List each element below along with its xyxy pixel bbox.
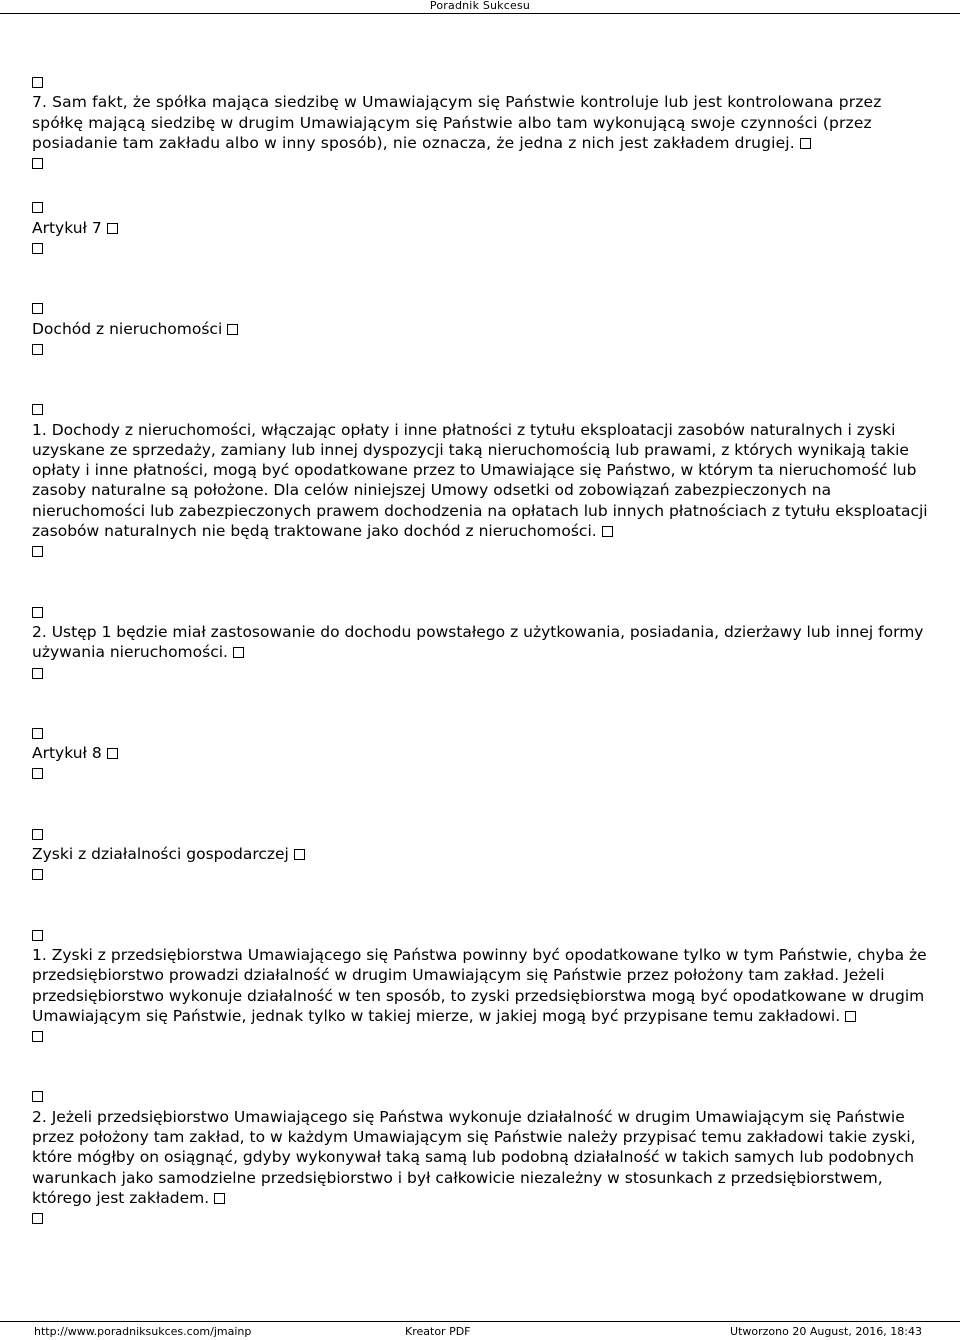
paragraph-text: 7. Sam fakt, że spółka mająca siedzibę w Umawiającym się Państwie kontroluje lub jest kontrolowana przez spółkę mającą siedzibę w drugim Umawiającym się Państwie albo tam wykonującą swoje czynności (przez posiadanie tam zakładu albo w inny sposób), nie oznacza, że jedna z nich jest zakładem drugiej. (32, 93, 882, 152)
paragraph-text: 1. Zyski z przedsiębiorstwa Umawiającego się Państwa powinny być opodatkowane tylko w tym Państwie, chyba że przedsiębiorstwo prowadzi działalność w drugim Umawiającym się Państwie przez położony tam zakład. Jeżeli przedsiębiorstwo wykonuje działalność w ten sposób, to zyski przedsiębiorstwa mogą być opodatkowane w drugim Umawiającym się Państwie, jednak tylko w takiej mierze, w jakiej mogą być przypisane temu zakładowi. (32, 945, 927, 1025)
article-7-paragraph-1 (32, 399, 932, 561)
article-7-heading (32, 197, 932, 258)
missing-glyph-icon (800, 138, 811, 149)
paragraph-text: 2. Ustęp 1 będzie miał zastosowanie do dochodu powstałego z użytkowania, posiadania, dzierżawy lub innej formy używania nieruchomości. (32, 622, 924, 662)
missing-glyph-icon (32, 303, 43, 314)
missing-glyph-icon (845, 1011, 856, 1022)
missing-glyph-icon (32, 404, 43, 415)
missing-glyph-icon (32, 1031, 43, 1042)
missing-glyph-icon (32, 829, 43, 840)
article-8-paragraph-2 (32, 1086, 932, 1228)
missing-glyph-icon (32, 202, 43, 213)
missing-glyph-icon (294, 849, 305, 860)
missing-glyph-icon (32, 728, 43, 739)
footer-url: http://www.poradniksukces.com/jmainp (34, 1325, 252, 1338)
article-heading-text: Artykuł 8 (32, 744, 102, 763)
missing-glyph-icon (107, 748, 118, 759)
paragraph-7 (32, 72, 932, 173)
missing-glyph-icon (32, 77, 43, 88)
article-title-text: Dochód z nieruchomości (32, 319, 223, 338)
article-7-paragraph-2 (32, 602, 932, 683)
missing-glyph-icon (32, 344, 43, 355)
page-footer (0, 1321, 960, 1338)
missing-glyph-icon (32, 930, 43, 941)
missing-glyph-icon (107, 223, 118, 234)
article-heading-text: Artykuł 7 (32, 218, 102, 237)
missing-glyph-icon (602, 526, 613, 537)
paragraph-text: 1. Dochody z nieruchomości, włączając opłaty i inne płatności z tytułu eksploatacji zasobów naturalnych i zyski uzyskane ze sprzedaży, zamiany lub innej dyspozycji taką nieruchomością lub prawami, z których wynikają takie opłaty i inne płatności, mogą być opodatkowane przez to Umawiające się Państwo, w którym ta nieruchomość lub zasoby naturalne są położone. Dla celów niniejszej Umowy odsetki od zobowiązań zabezpieczonych na nieruchomości lub zabezpieczonych prawem dochodzenia na opłatach lub innych płatnościach z tytułu eksploatacji zasobów naturalnych nie będą traktowane jako dochód z nieruchomości. (32, 420, 928, 541)
missing-glyph-icon (227, 324, 238, 335)
article-8-title (32, 824, 932, 885)
missing-glyph-icon (32, 607, 43, 618)
header-title: Poradnik Sukcesu (429, 0, 531, 12)
footer-created-date: Utworzono 20 August, 2016, 18:43 (730, 1325, 922, 1338)
missing-glyph-icon (214, 1193, 225, 1204)
missing-glyph-icon (32, 668, 43, 679)
missing-glyph-icon (32, 1213, 43, 1224)
article-7-title (32, 298, 932, 359)
missing-glyph-icon (32, 546, 43, 557)
paragraph-text: 2. Jeżeli przedsiębiorstwo Umawiającego się Państwa wykonuje działalność w drugim Umawiającym się Państwie przez położony tam zakład, to w każdym Umawiającym się Państwie należy przypisać temu zakładowi takie zyski, które mógłby on osiągnąć, gdyby wykonywał taką samą lub podobną działalność w takich samych lub podobnych warunkach jako samodzielne przedsiębiorstwo i był całkowicie niezależny w stosunkach z przedsiębiorstwem, którego jest zakładem. (32, 1107, 916, 1207)
article-8-paragraph-1 (32, 925, 932, 1047)
footer-creator: Kreator PDF (405, 1325, 471, 1338)
missing-glyph-icon (32, 158, 43, 169)
missing-glyph-icon (32, 1091, 43, 1102)
missing-glyph-icon (32, 768, 43, 779)
page-header (0, 0, 960, 12)
document-body (32, 72, 932, 1228)
article-8-heading (32, 723, 932, 784)
missing-glyph-icon (32, 869, 43, 880)
missing-glyph-icon (32, 243, 43, 254)
header-divider (0, 13, 960, 14)
missing-glyph-icon (233, 647, 244, 658)
article-title-text: Zyski z działalności gospodarczej (32, 845, 289, 864)
